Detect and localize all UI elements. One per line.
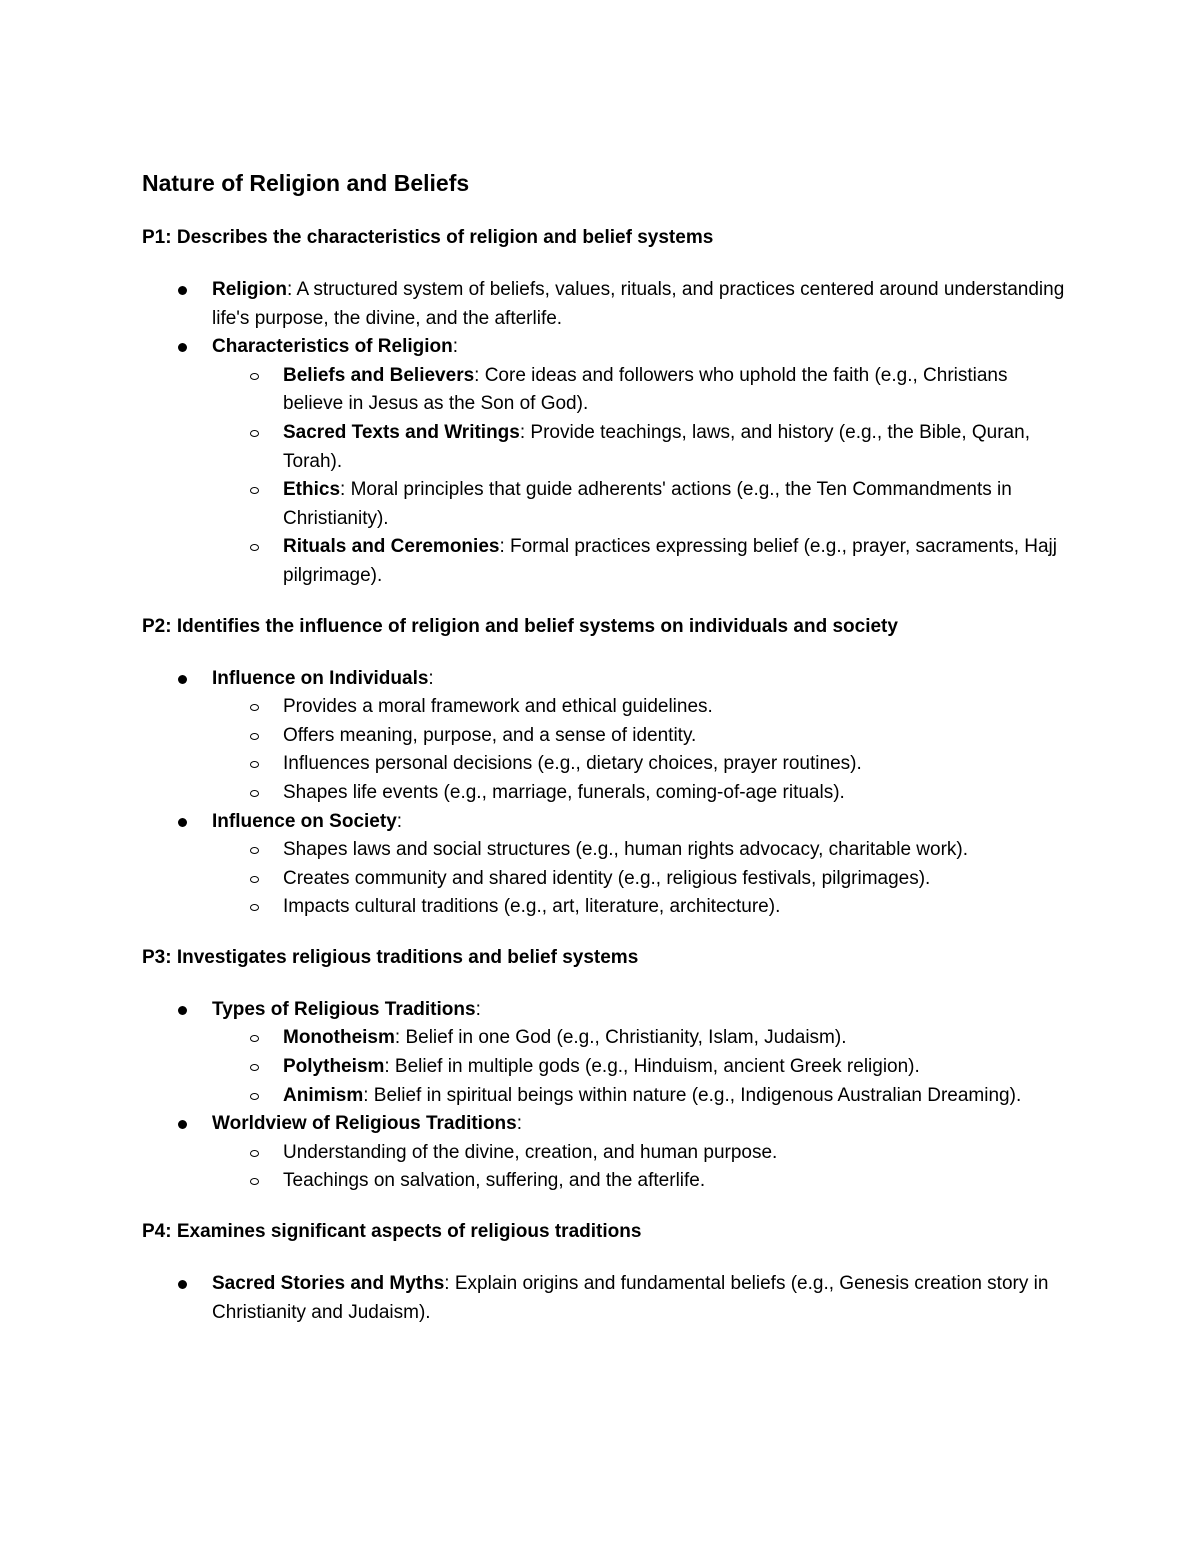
- sub-list-item-term: Monotheism: [283, 1027, 395, 1049]
- list-item-text: : A structured system of beliefs, values, rituals, and practices centered around understanding life's purpose, the divine, and the afterlife.: [212, 279, 1065, 329]
- sub-bullet-list: [212, 836, 1072, 922]
- bullet-circle-icon: [250, 1064, 259, 1071]
- sub-list-item: [142, 693, 1072, 722]
- sub-list-item-text: Teachings on salvation, suffering, and the afterlife.: [283, 1170, 706, 1192]
- list-item-text: : Explain origins and fundamental beliefs (e.g., Genesis creation story in Christianity and Judaism).: [212, 1273, 1049, 1323]
- list-item-term: Sacred Stories and Myths: [212, 1273, 445, 1295]
- list-item-text: :: [396, 810, 403, 832]
- sub-list-item-text: : Moral principles that guide adherents' actions (e.g., the Ten Commandments in Christianity).: [283, 479, 1012, 529]
- list-item-term: Worldview of Religious Traditions: [212, 1113, 517, 1135]
- list-item: [142, 333, 1072, 590]
- list-item: [142, 996, 1072, 1110]
- sub-list-item: [142, 865, 1072, 894]
- sub-list-item-text: Shapes life events (e.g., marriage, funerals, coming-of-age rituals).: [283, 781, 845, 803]
- list-item: [142, 1110, 1072, 1196]
- bullet-list-p4: [142, 1270, 1072, 1327]
- sub-list-item: [142, 722, 1072, 751]
- sub-list-item: [142, 1167, 1072, 1196]
- sub-list-item: [142, 533, 1072, 590]
- bullet-dot-icon: [178, 343, 187, 352]
- list-item-text: :: [452, 336, 459, 358]
- bullet-dot-icon: [178, 675, 187, 684]
- bullet-dot-icon: [178, 286, 187, 295]
- sub-list-item-term: Rituals and Ceremonies: [283, 536, 500, 558]
- section-heading-p4: P4: Examines significant aspects of religious traditions: [142, 1221, 642, 1243]
- sub-list-item: [142, 1053, 1072, 1082]
- sub-list-item-text: : Belief in spiritual beings within nature (e.g., Indigenous Australian Dreaming).: [363, 1084, 1022, 1106]
- bullet-dot-icon: [178, 1280, 187, 1289]
- sub-list-item-text: : Provide teachings, laws, and history (e.g., the Bible, Quran, Torah).: [283, 421, 1030, 472]
- sub-list-item-text: Shapes laws and social structures (e.g., human rights advocacy, charitable work).: [283, 839, 969, 861]
- list-item-term: Influence on Individuals: [212, 667, 429, 689]
- sub-list-item-text: Creates community and shared identity (e.g., religious festivals, pilgrimages).: [283, 867, 931, 889]
- sub-list-item: [142, 419, 1072, 476]
- sub-bullet-list: [212, 1139, 1072, 1196]
- bullet-dot-icon: [178, 818, 187, 827]
- sub-list-item-term: Animism: [283, 1084, 364, 1106]
- sub-list-item-text: Offers meaning, purpose, and a sense of identity.: [283, 724, 697, 746]
- list-item: [142, 1270, 1072, 1327]
- sub-list-item-term: Beliefs and Believers: [283, 364, 475, 386]
- sub-list-item: [142, 476, 1072, 533]
- sub-list-item-text: : Belief in one God (e.g., Christianity, Islam, Judaism).: [394, 1027, 847, 1049]
- document-page: [142, 168, 1072, 1327]
- bullet-dot-icon: [178, 1120, 187, 1129]
- section-heading-p3: P3: Investigates religious traditions and belief systems: [142, 946, 639, 968]
- bullet-list-p2: [142, 665, 1072, 922]
- sub-list-item-text: : Formal practices expressing belief (e.g., prayer, sacraments, Hajj pilgrimage).: [283, 536, 1058, 586]
- section-heading-p1: P1: Describes the characteristics of religion and belief systems: [142, 227, 714, 248]
- list-item-text: :: [475, 998, 481, 1020]
- document-title: Nature of Religion and Beliefs: [142, 170, 470, 196]
- list-item: [142, 808, 1072, 922]
- sub-list-item-term: Polytheism: [283, 1056, 385, 1078]
- sub-list-item: [142, 1024, 1072, 1053]
- sub-list-item: [142, 779, 1072, 808]
- sub-list-item-text: Influences personal decisions (e.g., dietary choices, prayer routines).: [283, 753, 862, 775]
- sub-list-item: [142, 836, 1072, 865]
- sub-bullet-list: [212, 1024, 1072, 1110]
- bullet-list-p3: [142, 996, 1072, 1196]
- sub-list-item: [142, 1139, 1072, 1168]
- sub-list-item-term: Sacred Texts and Writings: [283, 421, 520, 443]
- list-item-term: Characteristics of Religion: [212, 336, 453, 358]
- list-item-text: :: [516, 1113, 523, 1135]
- sub-list-item: [142, 750, 1072, 779]
- bullet-list-p1: [142, 276, 1072, 591]
- bullet-circle-icon: [250, 373, 259, 380]
- sub-list-item-text: : Belief in multiple gods (e.g., Hinduism, ancient Greek religion).: [384, 1056, 920, 1078]
- list-item-text: :: [428, 667, 434, 689]
- sub-bullet-list: [212, 693, 1072, 807]
- sub-list-item-text: Impacts cultural traditions (e.g., art, literature, architecture).: [283, 896, 781, 918]
- list-item-term: Religion: [212, 279, 287, 300]
- sub-bullet-list: [212, 362, 1072, 591]
- sub-list-item: [142, 362, 1072, 419]
- list-item: [142, 276, 1072, 333]
- sub-list-item: [142, 893, 1072, 922]
- list-item: [142, 665, 1072, 808]
- list-item-term: Types of Religious Traditions: [212, 998, 476, 1020]
- bullet-circle-icon: [250, 1093, 259, 1100]
- sub-list-item-term: Ethics: [283, 479, 341, 501]
- bullet-circle-icon: [250, 876, 259, 883]
- bullet-circle-icon: [250, 430, 259, 437]
- list-item-term: Influence on Society: [212, 810, 397, 832]
- bullet-dot-icon: [178, 1006, 187, 1015]
- section-heading-p2: P2: Identifies the influence of religion and belief systems on individuals and society: [142, 615, 898, 637]
- bullet-circle-icon: [250, 1150, 259, 1157]
- sub-list-item-text: : Core ideas and followers who uphold the faith (e.g., Christians believe in Jesus as the Son of God).: [283, 364, 1008, 415]
- sub-list-item-text: Provides a moral framework and ethical guidelines.: [283, 696, 713, 718]
- bullet-circle-icon: [250, 790, 259, 797]
- sub-list-item: [142, 1082, 1072, 1111]
- sub-list-item-text: Understanding of the divine, creation, and human purpose.: [283, 1141, 778, 1163]
- bullet-circle-icon: [250, 733, 259, 740]
